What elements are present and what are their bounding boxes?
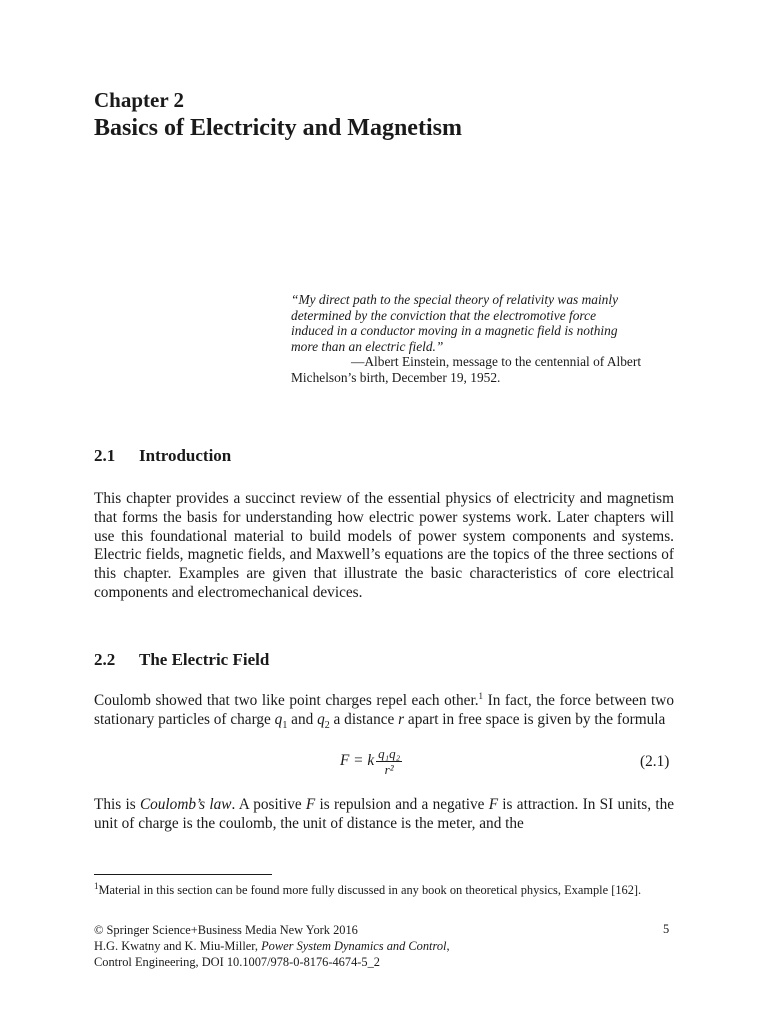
footnote-mark: 1	[94, 880, 99, 891]
series-doi[interactable]: Control Engineering, DOI 10.1007/978-0-8176-4674-5_2	[94, 955, 380, 969]
text-run: This is	[94, 796, 140, 813]
equation-fraction	[376, 746, 402, 777]
text-run: . A positive	[231, 796, 306, 813]
footnote	[94, 882, 674, 898]
publication-footer	[94, 922, 674, 970]
text-run: In fact, the force between two stationary particles of charge	[94, 692, 674, 728]
var-f: F	[305, 796, 316, 813]
var-q: q	[317, 710, 325, 728]
equation-equals: = k	[349, 752, 375, 770]
copyright: © Springer Science+Business Media New York 2016	[94, 923, 358, 937]
text-run: is repulsion and a negative	[315, 796, 489, 813]
equation-coulomb	[340, 746, 402, 777]
section-heading-introduction	[94, 446, 231, 466]
paragraph-text	[94, 796, 674, 834]
var-f: F	[488, 796, 499, 813]
text-run: Coulomb showed that two like point charges repel each other.	[94, 692, 479, 709]
text-run: ,	[446, 939, 450, 953]
footnote-reference[interactable]: 1	[478, 690, 484, 701]
epigraph-line: “My direct path to the special theory of relativity was mainly	[291, 292, 619, 307]
var-q: q	[274, 710, 283, 728]
equation-numerator: q₁q₂	[378, 746, 401, 761]
section-number: 2.2	[94, 650, 116, 669]
equation-denominator: r²	[384, 762, 394, 777]
page-number: 5	[663, 922, 670, 936]
text-run: a distance	[329, 710, 399, 728]
equation-lhs: F	[340, 752, 350, 770]
epigraph-line: determined by the conviction that the electromotive force	[291, 307, 597, 323]
paragraph-text: This chapter provides a succinct review of the essential physics of electricity and magnetism that forms the basis for understanding how electric power systems work. Later chapters will use this foundational material to build models of power system components and systems. Electric fields, magnetic fields, and Maxwell’s equations are the topics of the three sections of this chapter. Examples are given that illustrate the basic characteristics of core electrical components and electromechanical devices.	[94, 490, 674, 601]
authors: H.G. Kwatny and K. Miu-Miller,	[94, 939, 262, 953]
text-run: apart in free space is given by the formula	[404, 710, 666, 728]
subscript: 1	[282, 719, 288, 731]
coulomb-law-paragraph	[94, 796, 674, 834]
emphasis: Coulomb’s law	[139, 796, 232, 813]
citation	[94, 938, 674, 954]
section-title: Introduction	[139, 446, 232, 465]
section-number: 2.1	[94, 446, 116, 465]
epigraph	[291, 292, 681, 385]
book-title: Power System Dynamics and Control	[261, 939, 447, 953]
epigraph-attribution: Michelson’s birth, December 19, 1952.	[291, 369, 501, 385]
epigraph-attribution: —Albert Einstein, message to the centennial of Albert	[351, 354, 642, 369]
paragraph-text	[94, 692, 674, 730]
introduction-paragraph	[94, 490, 674, 603]
text-run: is attraction. In SI units, the unit of charge is the coulomb, the unit of distance is the meter, and the	[94, 796, 675, 832]
section-heading-electric-field	[94, 650, 269, 670]
subscript: 2	[324, 719, 330, 731]
epigraph-line: more than an electric field.”	[291, 338, 444, 354]
section-title: The Electric Field	[139, 650, 270, 669]
coulomb-paragraph	[94, 692, 674, 730]
var-r: r	[398, 710, 405, 728]
footnote-text: Material in this section can be found more fully discussed in any book on theoretical physics, Example [162].	[98, 883, 642, 897]
footnote-divider	[94, 874, 272, 875]
chapter-title: Basics of Electricity and Magnetism	[94, 115, 462, 141]
chapter-label: Chapter 2	[94, 88, 185, 112]
equation-number: (2.1)	[640, 753, 670, 770]
epigraph-line: induced in a conductor moving in a magnetic field is nothing	[291, 323, 618, 338]
text-run: and	[287, 710, 318, 728]
